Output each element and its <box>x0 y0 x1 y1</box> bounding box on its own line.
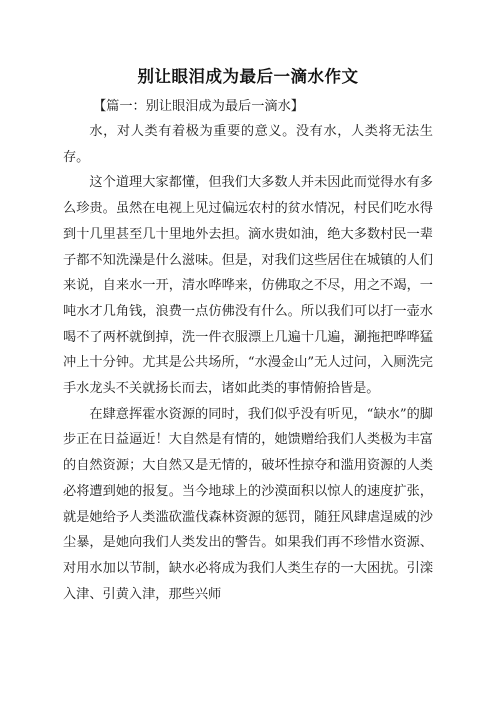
paragraph-3: 在肆意挥霍水资源的同时，我们似乎没有听见，“缺水”的脚步正在日益逼近！大自然是有情的，她馈赠给我们人类极为丰富的自然资源；大自然又是无情的，破坏性掠夺和滥用资源的人类必将遭到她的报复。当今地球上的沙漠面积以惊人的速度扩张，就是她给予人类滥砍滥伐森林资源的惩罚，随狂风肆虐逞威的沙尘暴，是她向我们人类发出的警告。如果我们再不珍惜水资源、对用水加以节制，缺水必将成为我们人类生存的一大困扰。引滦入津、引黄入津，那些兴师 <box>63 406 433 602</box>
paragraph-1: 水，对人类有着极为重要的意义。没有水，人类将无法生存。 <box>63 124 433 165</box>
document-title: 别让眼泪成为最后一滴水作文 <box>137 67 359 86</box>
paragraph-2: 这个道理大家都懂，但我们大多数人并未因此而觉得水有多么珍贵。虽然在电视上见过偏远农村的贫水情况，村民们吃水得到十几里甚至几十里地外去担。滴水贵如油，绝大多数村民一辈子都不知洗澡是什么滋味。但是，对我们这些居住在城镇的人们来说，自来水一开，清水哗哗来，仿佛取之不尽，用之不竭，一吨水才几角钱，浪费一点仿佛没有什么。所以我们可以打一壶水喝不了两杯就倒掉，洗一件衣服漂上几遍十几遍，涮拖把哗哗猛冲上十分钟。尤其是公共场所，“水漫金山”无人过问，入厕洗完手水龙头不关就扬长而去，诸如此类的事情俯拾皆是。 <box>63 175 433 397</box>
section-heading: 【篇一：别让眼泪成为最后一滴水】 <box>93 99 304 114</box>
document-body <box>63 119 433 607</box>
